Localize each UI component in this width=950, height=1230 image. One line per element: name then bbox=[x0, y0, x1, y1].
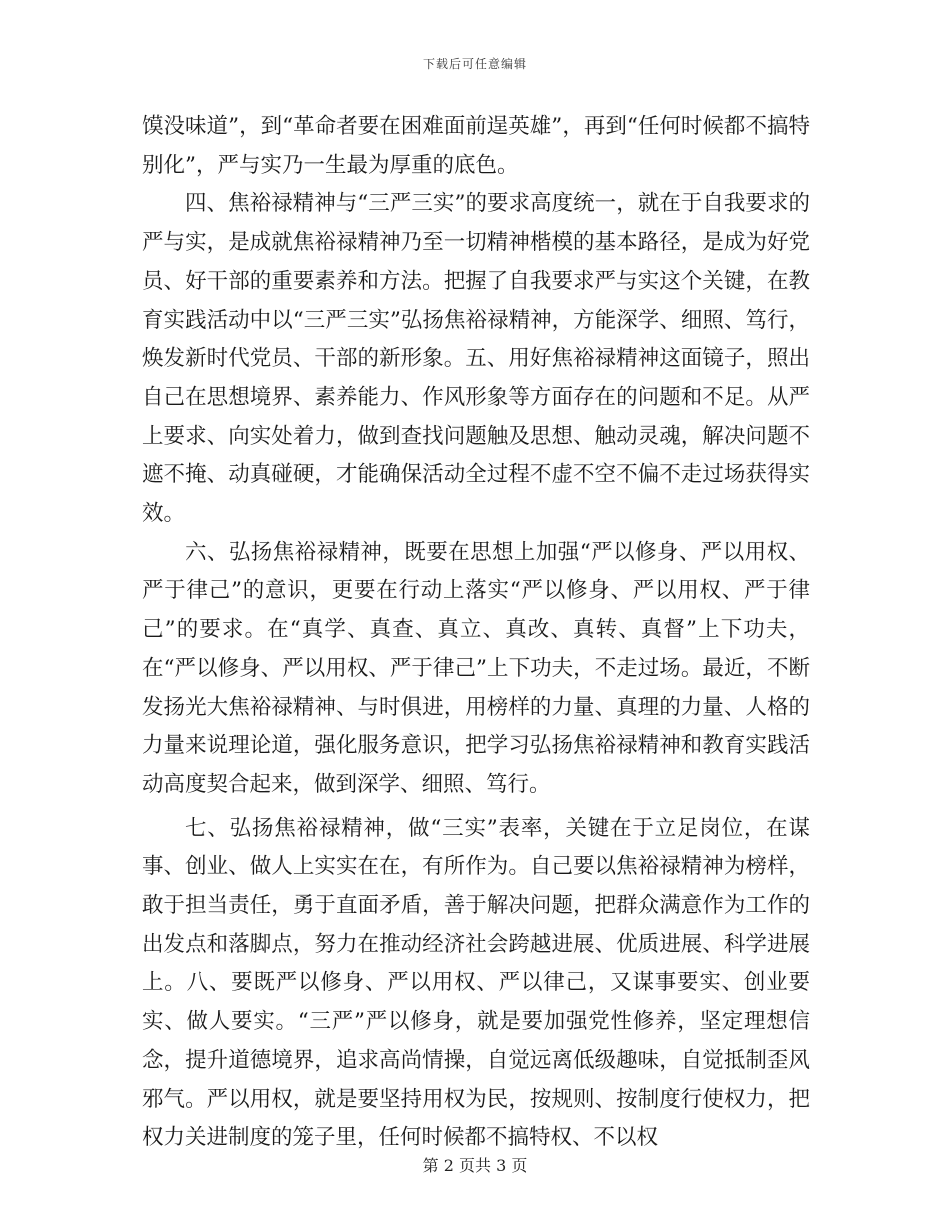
paragraph-six: 六、弘扬焦裕禄精神，既要在思想上加强“严以修身、严以用权、严于律己”的意识，更要在行动上落实“严以修身、严以用权、严于律己”的要求。在“真学、真查、真立、真改、真转、真督”上下功夫，在“严以修身、严以用权、严于律己”上下功夫，不走过场。最近，不断发扬光大焦裕禄精神、与时俱进，用榜样的力量、真理的力量、人格的力量来说理论道，强化服务意识，把学习弘扬焦裕禄精神和教育实践活动高度契合起来，做到深学、细照、笃行。 bbox=[142, 539, 810, 797]
page-footer: 第 2 页共 3 页 bbox=[422, 1156, 528, 1175]
paragraph-seven-eight: 七、弘扬焦裕禄精神，做“三实”表率，关键在于立足岗位，在谋事、创业、做人上实实在在，有所作为。自己要以焦裕禄精神为榜样，敢于担当责任，勇于直面矛盾，善于解决问题，把群众满意作为工作的出发点和落脚点，努力在推动经济社会跨越进展、优质进展、科学进展上。八、要既严以修身、严以用权、严以律己，又谋事要实、创业要实、做人要实。“三严”严以修身，就是要加强党性修养，坚定理想信念，提升道德境界，追求高尚情操，自觉远离低级趣味，自觉抵制歪风邪气。严以用权，就是要坚持用权为民，按规则、按制度行使权力，把权力关进制度的笼子里，任何时候都不搞特权、不以权 bbox=[142, 815, 810, 1151]
page-header: 下载后可任意编辑 bbox=[422, 57, 527, 71]
paragraph-continuation: 馍没味道”，到“革命者要在困难面前逞英雄”，再到“任何时候都不搞特别化”，严与实乃一生最为厚重的底色。 bbox=[142, 114, 810, 178]
document-body bbox=[142, 108, 810, 1158]
paragraph-four-five: 四、焦裕禄精神与“三严三实”的要求高度统一，就在于自我要求的严与实，是成就焦裕禄精神乃至一切精神楷模的基本路径，是成为好党员、好干部的重要素养和方法。把握了自我要求严与实这个关键，在教育实践活动中以“三严三实”弘扬焦裕禄精神，方能深学、细照、笃行，焕发新时代党员、干部的新形象。五、用好焦裕禄精神这面镜子，照出自己在思想境界、素养能力、作风形象等方面存在的问题和不足。从严上要求、向实处着力，做到查找问题触及思想、触动灵魂，解决问题不遮不掩、动真碰硬，才能确保活动全过程不虚不空不偏不走过场获得实效。 bbox=[142, 191, 810, 527]
